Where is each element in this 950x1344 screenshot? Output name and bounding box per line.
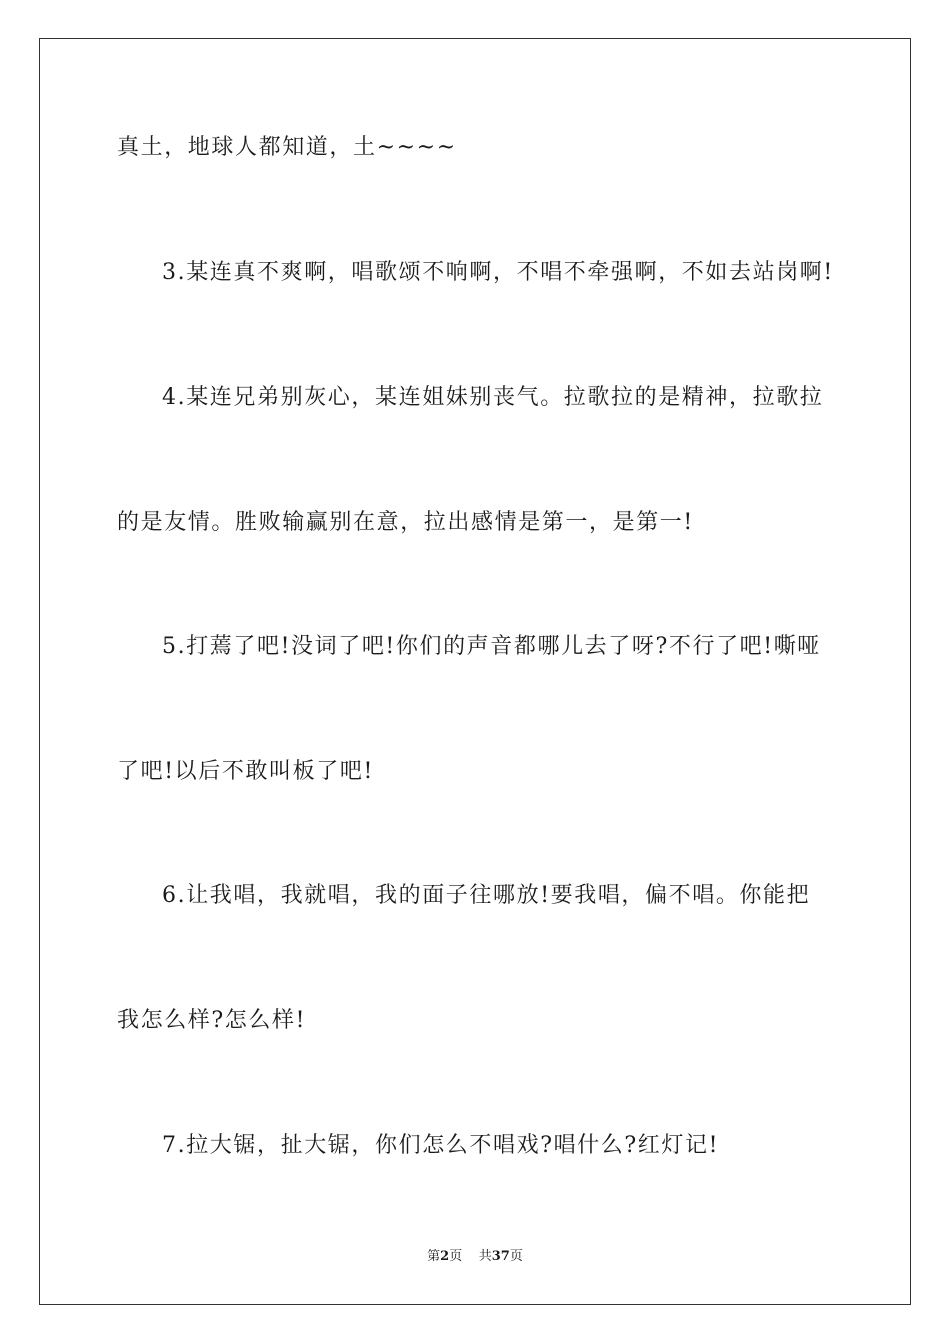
paragraph-line: 7.拉大锯，扯大锯，你们怎么不唱戏?唱什么?红灯记!: [162, 1133, 720, 1158]
page-footer: [0, 1248, 950, 1266]
paragraph-line: 了吧!以后不敢叫板了吧!: [117, 759, 374, 784]
paragraph-line: 4.某连兄弟别灰心，某连姐妹别丧气。拉歌拉的是精神，拉歌拉: [162, 385, 824, 410]
paragraph-line: 真土，地球人都知道，土~~~~: [117, 135, 457, 160]
paragraph-line: 我怎么样?怎么样!: [117, 1008, 307, 1033]
total-suffix: 页: [509, 1249, 523, 1264]
paragraph-line: 3.某连真不爽啊，唱歌颂不响啊，不唱不牵强啊，不如去站岗啊!: [162, 260, 834, 285]
page-prefix: 第: [427, 1249, 441, 1264]
paragraph-line: 6.让我唱，我就唱，我的面子往哪放!要我唱，偏不唱。你能把: [162, 883, 811, 908]
total-prefix: 共: [478, 1249, 492, 1264]
page-number: 2: [440, 1249, 450, 1264]
page-suffix: 页: [449, 1249, 463, 1264]
page-border: [39, 38, 911, 1305]
paragraph-line: 5.打蔫了吧!没词了吧!你们的声音都哪儿去了呀?不行了吧!嘶哑: [162, 634, 821, 659]
paragraph-line: 的是友情。胜败输赢别在意，拉出感情是第一，是第一!: [117, 510, 694, 535]
total-pages: 37: [491, 1249, 510, 1264]
